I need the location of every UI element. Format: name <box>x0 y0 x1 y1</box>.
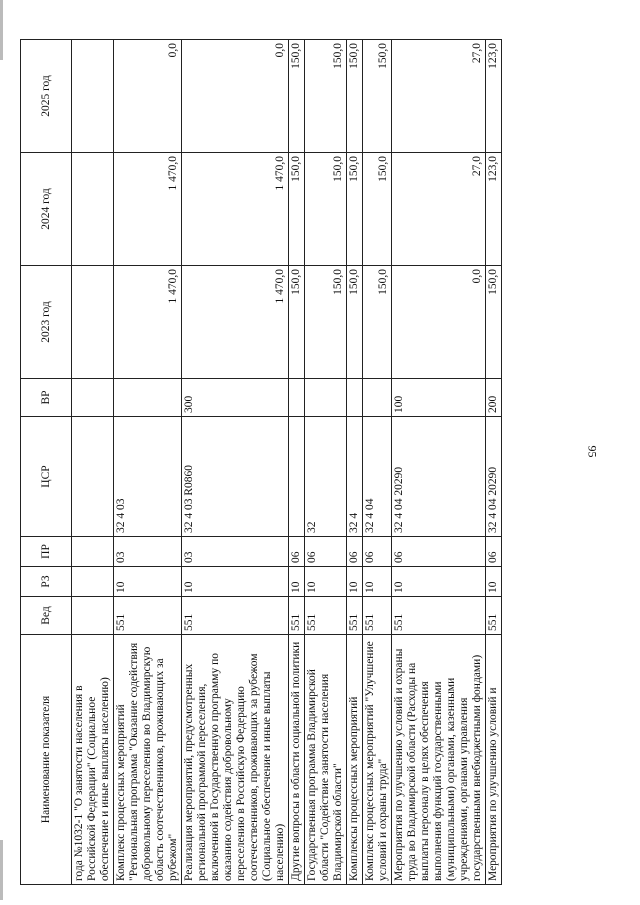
cell-2024: 1 470,0 <box>114 153 182 266</box>
cell-csr: 32 <box>305 417 347 537</box>
cell-ved: 551 <box>289 597 305 635</box>
cell-rz: 10 <box>305 567 347 597</box>
cell-ved: 551 <box>114 597 182 635</box>
cell-2024: 150,0 <box>289 153 305 266</box>
cell-2025: 150,0 <box>305 40 347 153</box>
cell-2024: 1 470,0 <box>182 153 289 266</box>
cell-vr <box>114 379 182 417</box>
rotated-table-container <box>20 40 620 885</box>
header-name: Наименование показателя <box>21 635 72 885</box>
cell-ved: 551 <box>347 597 363 635</box>
cell-2023 <box>72 266 114 379</box>
cell-csr: 32 4 04 20290 <box>392 417 486 537</box>
cell-name: Государственная программа Владимирской области "Содействие занятости населения Владимирской области" <box>305 635 347 885</box>
cell-pr: 06 <box>392 537 486 567</box>
cell-ved: 551 <box>305 597 347 635</box>
cell-rz: 10 <box>289 567 305 597</box>
cell-rz: 10 <box>114 567 182 597</box>
cell-ved <box>72 597 114 635</box>
table-row <box>363 40 392 885</box>
cell-csr: 32 4 03 R0860 <box>182 417 289 537</box>
cell-pr: 06 <box>486 537 502 567</box>
cell-ved: 551 <box>486 597 502 635</box>
cell-name: года №1032-1 "О занятости населения в Российской Федерации" (Социальное обеспечение и иные выплаты населению) <box>72 635 114 885</box>
cell-pr: 06 <box>305 537 347 567</box>
cell-rz: 10 <box>392 567 486 597</box>
cell-name: Комплекс процессных мероприятий "Улучшение условий и охраны труда" <box>363 635 392 885</box>
cell-pr: 03 <box>114 537 182 567</box>
cell-2023: 150,0 <box>347 266 363 379</box>
scan-edge-mark <box>0 0 3 60</box>
cell-csr: 32 4 03 <box>114 417 182 537</box>
cell-pr: 03 <box>182 537 289 567</box>
cell-vr <box>289 379 305 417</box>
cell-ved: 551 <box>363 597 392 635</box>
table-header-row <box>21 40 72 885</box>
cell-2024: 27,0 <box>392 153 486 266</box>
cell-ved: 551 <box>392 597 486 635</box>
cell-2023: 150,0 <box>363 266 392 379</box>
cell-name: Другие вопросы в области социальной политики <box>289 635 305 885</box>
cell-vr: 100 <box>392 379 486 417</box>
cell-name: Комплексы процессных мероприятий <box>347 635 363 885</box>
cell-rz: 10 <box>363 567 392 597</box>
cell-2025: 150,0 <box>347 40 363 153</box>
cell-2025 <box>72 40 114 153</box>
cell-csr: 32 4 <box>347 417 363 537</box>
table-row <box>289 40 305 885</box>
cell-2025: 0,0 <box>114 40 182 153</box>
budget-table <box>20 39 502 885</box>
header-2025: 2025 год <box>21 40 72 153</box>
cell-2025: 0,0 <box>182 40 289 153</box>
cell-vr: 300 <box>182 379 289 417</box>
cell-2023: 0,0 <box>392 266 486 379</box>
cell-2024 <box>72 153 114 266</box>
table-row <box>486 40 502 885</box>
header-2024: 2024 год <box>21 153 72 266</box>
cell-pr: 06 <box>289 537 305 567</box>
header-2023: 2023 год <box>21 266 72 379</box>
cell-csr: 32 4 04 20290 <box>486 417 502 537</box>
cell-rz <box>72 567 114 597</box>
cell-name: Мероприятия по улучшению условий и охраны труда во Владимирской области (Расходы на выплаты персоналу в целях обеспечения выполнения функций государственными (муниципальными) органами, казенными учреждениями, органами управления государственными внебюджетными фондами) <box>392 635 486 885</box>
cell-csr <box>72 417 114 537</box>
cell-2025: 123,0 <box>486 40 502 153</box>
cell-vr <box>72 379 114 417</box>
cell-vr <box>363 379 392 417</box>
cell-2024: 150,0 <box>347 153 363 266</box>
cell-pr <box>72 537 114 567</box>
table-row <box>114 40 182 885</box>
cell-2023: 150,0 <box>289 266 305 379</box>
cell-pr: 06 <box>347 537 363 567</box>
scan-edge-mark <box>0 840 3 900</box>
header-pr: ПР <box>21 537 72 567</box>
page-number: 95 <box>585 445 600 458</box>
cell-2023: 150,0 <box>305 266 347 379</box>
cell-2024: 123,0 <box>486 153 502 266</box>
cell-vr <box>305 379 347 417</box>
cell-name: Мероприятия по улучшению условий и <box>486 635 502 885</box>
cell-rz: 10 <box>182 567 289 597</box>
header-ved: Вед <box>21 597 72 635</box>
cell-rz: 10 <box>486 567 502 597</box>
cell-pr: 06 <box>363 537 392 567</box>
cell-vr: 200 <box>486 379 502 417</box>
header-csr: ЦСР <box>21 417 72 537</box>
cell-2023: 1 470,0 <box>182 266 289 379</box>
cell-2025: 150,0 <box>363 40 392 153</box>
table-row <box>182 40 289 885</box>
cell-2025: 150,0 <box>289 40 305 153</box>
table-row <box>305 40 347 885</box>
cell-2024: 150,0 <box>305 153 347 266</box>
cell-csr <box>289 417 305 537</box>
table-row <box>72 40 114 885</box>
header-rz: РЗ <box>21 567 72 597</box>
cell-ved: 551 <box>182 597 289 635</box>
table-row <box>347 40 363 885</box>
cell-2023: 150,0 <box>486 266 502 379</box>
cell-2023: 1 470,0 <box>114 266 182 379</box>
cell-vr <box>347 379 363 417</box>
cell-2025: 27,0 <box>392 40 486 153</box>
cell-csr: 32 4 04 <box>363 417 392 537</box>
cell-name: Комплекс процессных мероприятий "Региональная программа "Оказание содействия добровольному переселению во Владимирскую область соотечественников, проживающих за рубежом" <box>114 635 182 885</box>
cell-2024: 150,0 <box>363 153 392 266</box>
header-vr: ВР <box>21 379 72 417</box>
cell-rz: 10 <box>347 567 363 597</box>
table-row <box>392 40 486 885</box>
cell-name: Реализация мероприятий, предусмотренных региональной программой переселения, включенной в Государственную программу по оказанию содействия добровольному переселению в Российскую Федерацию соотечественников, проживающих за рубежом (Социальное обеспечение и иные выплаты населению) <box>182 635 289 885</box>
